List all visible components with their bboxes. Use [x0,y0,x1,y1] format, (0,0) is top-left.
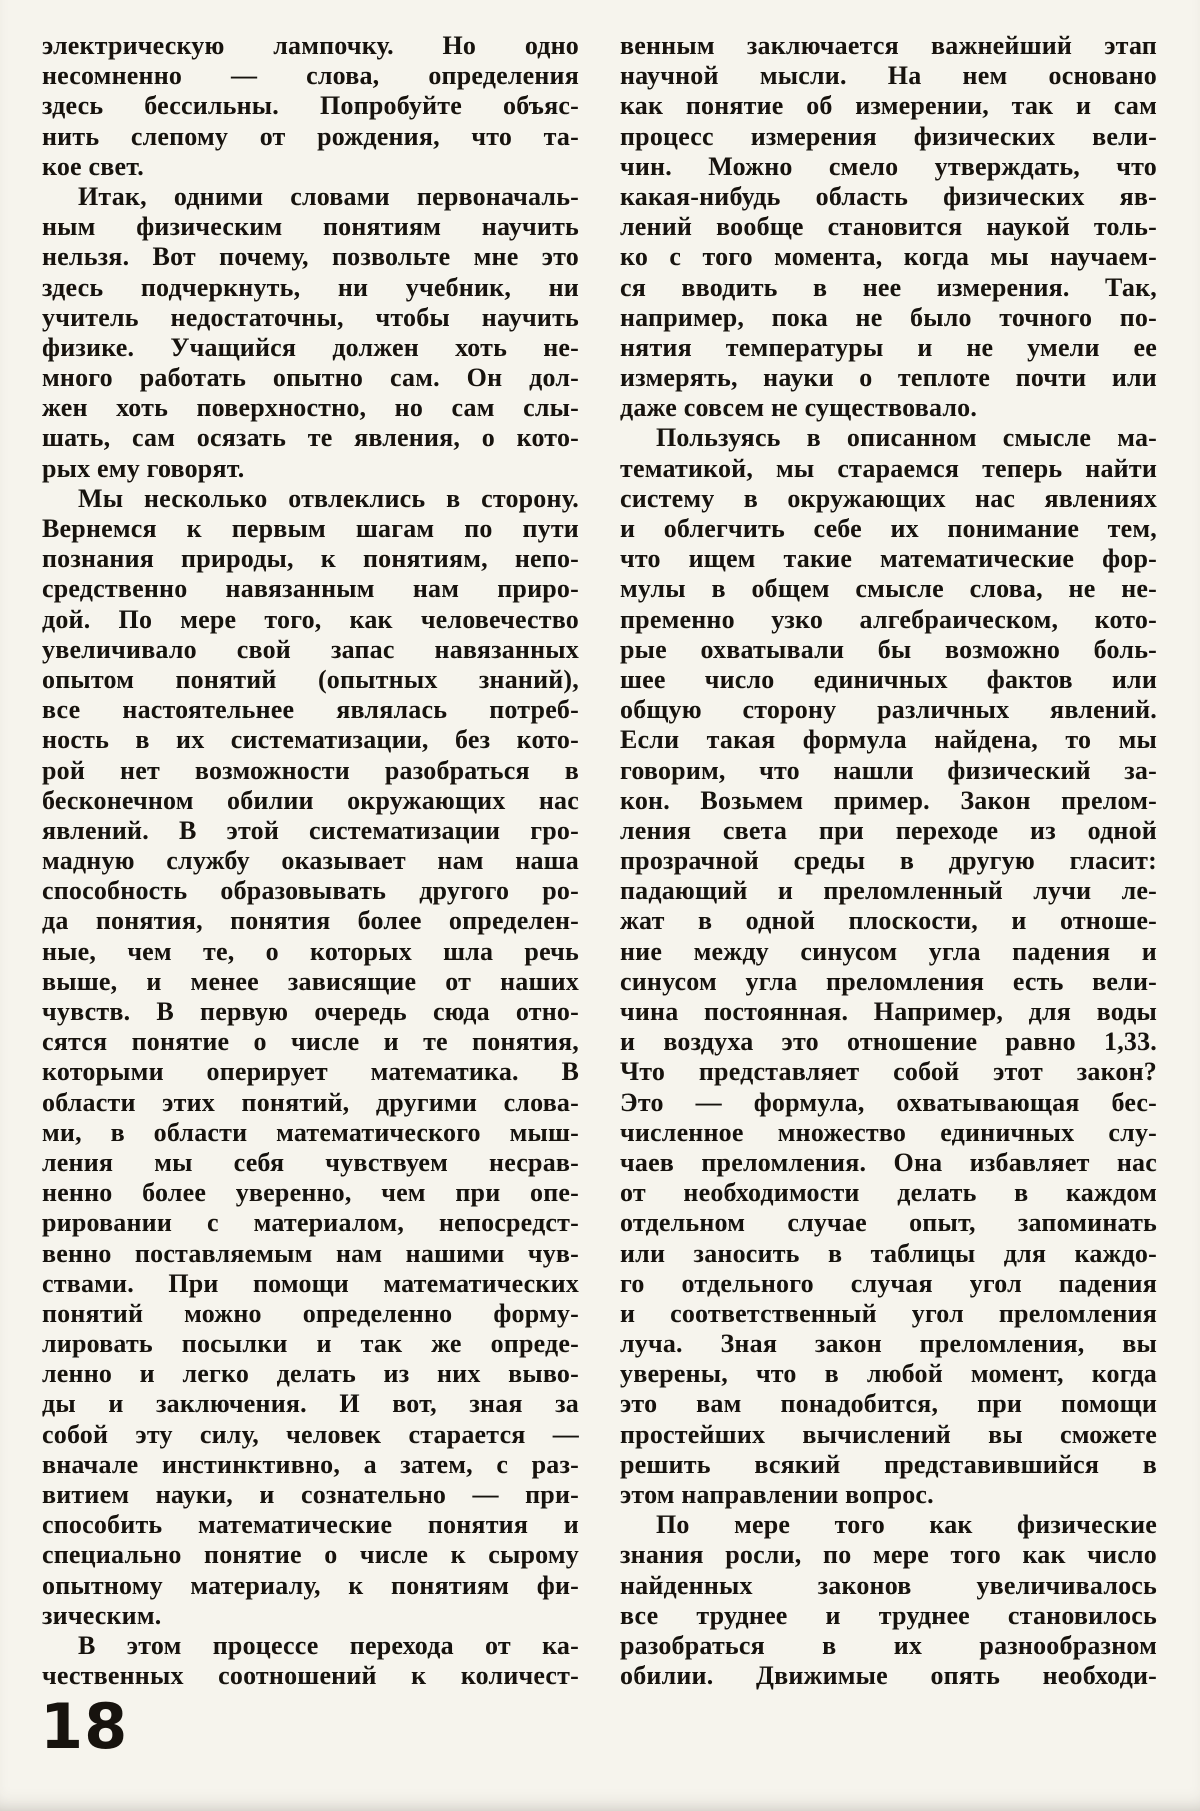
paragraph [42,1631,579,1691]
text-line: нить слепому от рождения, что та- [42,121,579,151]
text-line: бесконечном обилии окружающих нас [42,785,579,815]
text-line: жат в одной плоскости, и отноше- [620,906,1157,936]
text-line: несомненно — слова, определения [42,61,579,91]
text-line: ды и заключения. И вот, зная за [42,1389,579,1419]
text-line: ные, чем те, о которых шла речь [42,936,579,966]
text-line: рые охватывали бы возможно боль- [620,634,1157,664]
text-line: ления света при переходе из одной [620,815,1157,845]
text-line: чувств. В первую очередь сюда отно- [42,997,579,1026]
text-line: учитель недостаточны, чтобы научить [42,302,579,332]
text-line: Что представляет собой этот закон? [620,1057,1157,1087]
text-line: которыми оперирует математика. В [42,1057,579,1087]
text-line: средственно навязанным нам приро- [42,574,579,604]
text-line: здесь бессильны. Попробуйте объяс- [42,91,579,121]
paragraph [42,484,579,1631]
text-line: Итак, одними словами первоначаль- [78,181,579,211]
text-line: Если такая формула найдена, то мы [620,725,1157,755]
paragraph [620,423,1157,1510]
text-line: чина постоянная. Например, для воды [620,997,1157,1026]
text-line: жен хоть поверхностно, но сам слы- [42,393,579,423]
text-line: и воздуха это отношение равно 1,33. [620,1027,1157,1057]
text-line: систему в окружающих нас явлениях [620,483,1157,513]
text-line: ления мы себя чувствуем несрав- [42,1147,579,1177]
text-column-right [620,31,1157,1691]
text-line: витием науки, и сознательно — при- [42,1480,579,1509]
text-line: измерять, науки о теплоте почти или [620,363,1157,393]
text-line: ние между синусом угла падения и [620,936,1157,966]
text-line: решить всякий представившийся в [620,1449,1157,1479]
text-line: знания росли, по мере того как число [620,1540,1157,1570]
text-line: познания природы, к понятиям, непо- [42,544,579,574]
paragraph [620,1510,1157,1691]
text-line: чаев преломления. Она избавляет нас [620,1147,1157,1177]
text-line: какая-нибудь область физических яв- [620,181,1157,211]
text-line: дой. По мере того, как человечество [42,604,579,634]
text-line: процесс измерения физических вели- [620,121,1157,151]
text-line: ленно и легко делать из них выво- [42,1359,579,1389]
text-line: здесь подчеркнуть, ни учебник, ни [42,272,579,302]
text-line: ся вводить в нее измерения. Так, [620,272,1157,302]
text-line: Пользуясь в описанном смысле ма- [656,423,1157,453]
text-line: научной мысли. На нем основано [620,61,1157,91]
text-column-left [42,31,579,1691]
text-line: мадную службу оказывает нам наша [42,846,579,876]
text-line: луча. Зная закон преломления, вы [620,1329,1157,1359]
text-line: рых ему говорят. [42,453,245,483]
text-line: По мере того как физические [656,1510,1157,1540]
text-line: мулы в общем смысле слова, не не- [620,574,1157,604]
text-line: тематикой, мы стараемся теперь найти [620,453,1157,483]
text-line: нельзя. Вот почему, позвольте мне это [42,242,579,272]
text-line: понятий можно определенно форму- [42,1298,579,1328]
text-line: способить математические понятия и [42,1510,579,1540]
text-line: найденных законов увеличивалось [620,1570,1157,1600]
text-line: например, пока не было точного по- [620,302,1157,332]
text-line: ми, в области математического мыш- [42,1117,579,1147]
text-line: уверены, что в любой момент, когда [620,1359,1157,1389]
text-line: го отдельного случая угол падения [620,1268,1157,1298]
text-line: увеличивало свой запас навязанных [42,634,579,664]
text-line: разобраться в их разнообразном [620,1630,1157,1660]
text-line: нятия температуры и не умели ее [620,332,1157,362]
text-line: физике. Учащийся должен хоть не- [42,332,579,362]
text-line: общую сторону различных явлений. [620,695,1157,725]
text-line: В этом процессе перехода от ка- [78,1630,579,1660]
text-line: отдельном случае опыт, запоминать [620,1208,1157,1238]
text-line: сятся понятие о числе и те понятия, [42,1027,579,1057]
text-line: Вернемся к первым шагам по пути [42,514,579,543]
text-line: чин. Можно смело утверждать, что [620,151,1157,181]
text-line: что ищем такие математические фор- [620,544,1157,574]
text-line: венно поставляемым нам нашими чув- [42,1238,579,1268]
page-number: 18 [40,1690,129,1763]
text-line: шать, сам осязать те явления, о кото- [42,423,579,453]
text-line: вначале инстинктивно, а затем, с раз- [42,1449,579,1479]
text-line: собой эту силу, человек старается — [42,1419,579,1449]
text-line: опытному материалу, к понятиям фи- [42,1570,579,1600]
text-line: ствами. При помощи математических [42,1268,579,1298]
text-line: ко с того момента, когда мы научаем- [620,242,1157,272]
text-line: специально понятие о числе к сырому [42,1540,579,1570]
paragraph [42,31,579,182]
text-line: это вам понадобится, при помощи [620,1389,1157,1419]
text-line: да понятия, понятия более определен- [42,906,579,936]
text-line: от необходимости делать в каждом [620,1178,1157,1208]
text-line: явлений. В этой систематизации гро- [42,815,579,845]
text-line: кое свет. [42,151,144,181]
text-line: все труднее и труднее становилось [620,1600,1157,1630]
text-line: кон. Возьмем пример. Закон прелом- [620,785,1157,815]
text-line: лировать посылки и так же опреде- [42,1329,579,1359]
text-line: электрическую лампочку. Но одно [42,31,579,60]
text-line: способность образовывать другого ро- [42,876,579,906]
text-line: простейших вычислений вы сможете [620,1419,1157,1449]
text-line: рой нет возможности разобраться в [42,755,579,785]
text-line: венным заключается важнейший этап [620,31,1157,60]
text-line: прозрачной среды в другую гласит: [620,846,1157,876]
text-line: Это — формула, охватывающая бес- [620,1087,1157,1117]
text-line: как понятие об измерении, так и сам [620,91,1157,121]
text-line: этом направлении вопрос. [620,1480,934,1509]
text-line: много работать опытно сам. Он дол- [42,363,579,393]
text-line: выше, и менее зависящие от наших [42,966,579,996]
text-line: все настоятельнее являлась потреб- [42,695,579,725]
text-line: говорим, что нашли физический за- [620,755,1157,785]
paragraph [620,31,1157,423]
text-line: Мы несколько отвлеклись в сторону. [78,483,579,513]
text-line: или заносить в таблицы для каждо- [620,1238,1157,1268]
text-line: численное множество единичных слу- [620,1117,1157,1147]
paragraph [42,182,579,484]
text-line: и облегчить себе их понимание тем, [620,514,1157,543]
text-line: пременно узко алгебраическом, кото- [620,604,1157,634]
text-line: обилии. Движимые опять необходи- [620,1661,1157,1691]
text-line: рировании с материалом, непосредст- [42,1208,579,1238]
text-line: ность в их систематизации, без кото- [42,725,579,755]
text-line: ненно более уверенно, чем при опе- [42,1178,579,1208]
text-line: ным физическим понятиям научить [42,212,579,242]
text-line: и соответственный угол преломления [620,1298,1157,1328]
text-line: области этих понятий, другими слова- [42,1087,579,1117]
text-line: даже совсем не существовало. [620,393,978,423]
text-line: шее число единичных фактов или [620,664,1157,694]
text-line: падающий и преломленный лучи ле- [620,876,1157,906]
text-line: синусом угла преломления есть вели- [620,966,1157,996]
text-line: зическим. [42,1600,162,1630]
text-line: лений вообще становится наукой толь- [620,212,1157,242]
text-line: опытом понятий (опытных знаний), [42,664,579,694]
text-line: чественных соотношений к количест- [42,1661,579,1691]
